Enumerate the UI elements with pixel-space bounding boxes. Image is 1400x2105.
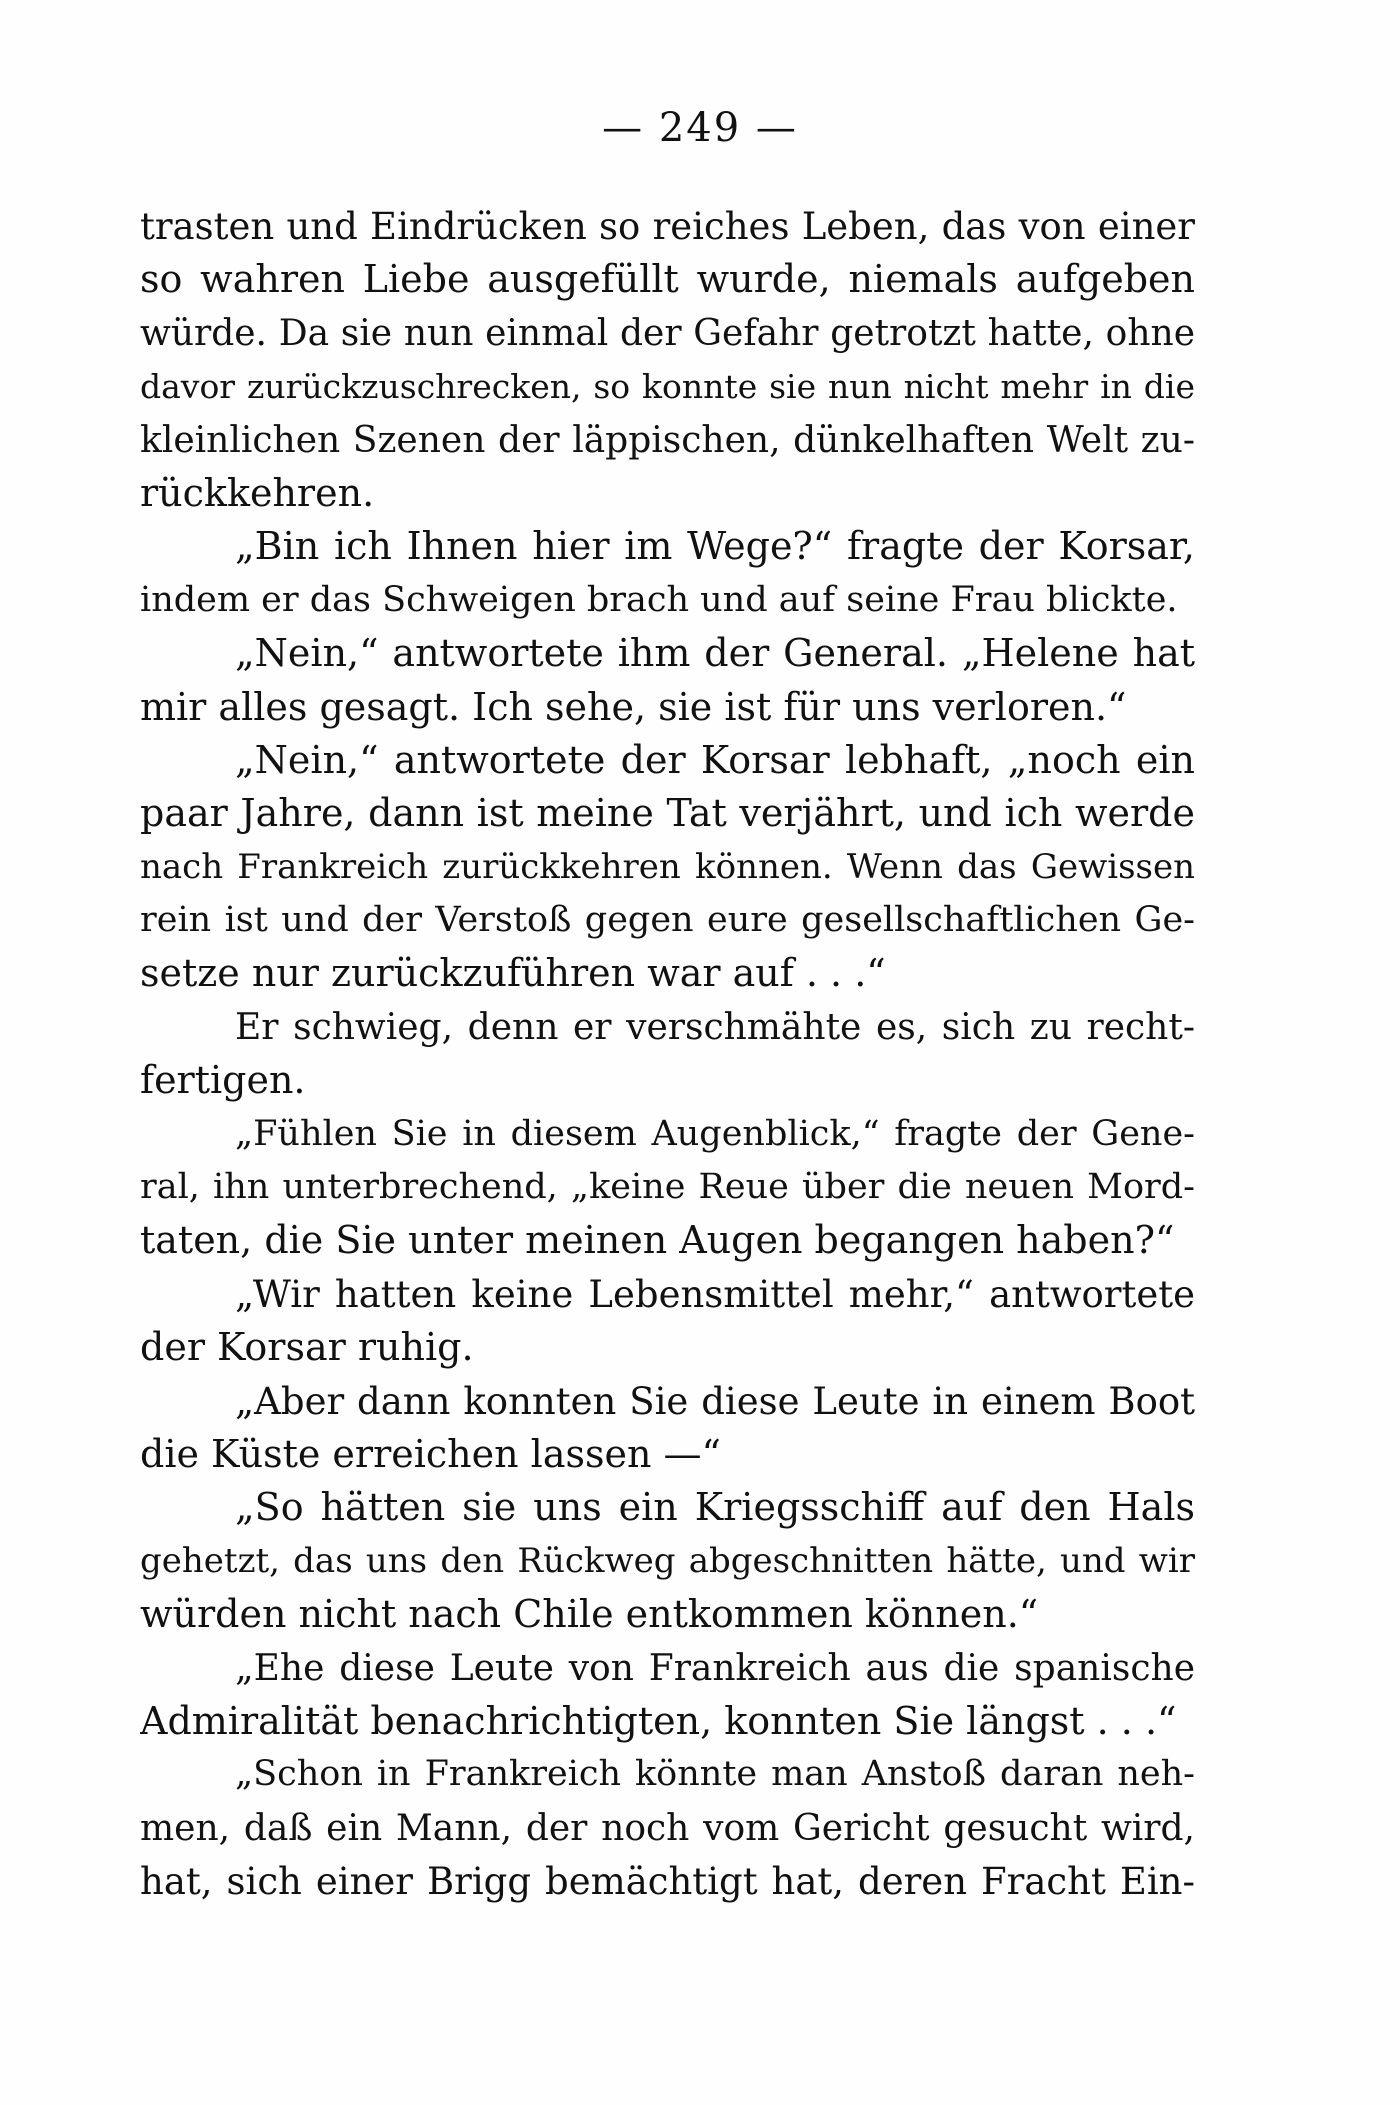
text-line: der Korsar ruhig. — [140, 1325, 474, 1370]
text-line: indem er das Schweigen brach und auf seine Frau blickte. — [140, 579, 1178, 620]
text-line: mir alles gesagt. Ich sehe, sie ist für uns verloren.“ — [140, 684, 1127, 729]
text-line: „Schon in Frankreich könnte man Anstoß daran neh- — [235, 1754, 1195, 1795]
text-line: kleinlichen Szenen der läppischen, dünkelhaften Welt zu- — [140, 419, 1195, 461]
text-line: Er schwieg, denn er verschmähte es, sich zu recht- — [235, 1006, 1195, 1048]
text-line: hat, sich einer Brigg bemächtigt hat, deren Fracht Ein- — [140, 1860, 1195, 1904]
text-line: paar Jahre, dann ist meine Tat verjährt, und ich werde — [140, 791, 1195, 836]
text-line: die Küste erreichen lassen —“ — [140, 1431, 721, 1476]
text-line: ral, ihn unterbrechend, „keine Reue über die neuen Mord- — [140, 1167, 1195, 1208]
page-number: — 249 — — [602, 105, 798, 151]
text-line: „So hätten sie uns ein Kriegsschiff auf den Hals — [235, 1485, 1195, 1530]
text-line: men, daß ein Mann, der noch vom Gericht gesucht wird, — [140, 1807, 1195, 1849]
text-line: rückkehren. — [140, 470, 375, 515]
text-line: „Aber dann konnten Sie diese Leute in einem Boot — [235, 1379, 1195, 1423]
text-line: rein ist und der Verstoß gegen eure gesellschaftlichen Ge- — [140, 900, 1195, 941]
text-line: gehetzt, das uns den Rückweg abgeschnitten hätte, und wir — [140, 1540, 1195, 1581]
text-line: so wahren Liebe ausgefüllt wurde, niemals aufgeben — [140, 257, 1195, 302]
text-line: „Wir hatten keine Lebensmittel mehr,“ antwortete — [235, 1272, 1195, 1316]
text-line: würde. Da sie nun einmal der Gefahr getrotzt hatte, ohne — [140, 312, 1195, 354]
text-line: nach Frankreich zurückkehren können. Wenn das Gewissen — [140, 846, 1195, 887]
text-line: davor zurückzuschrecken, so konnte sie nun nicht mehr in die — [140, 367, 1195, 407]
text-line: taten, die Sie unter meinen Augen begangen haben?“ — [140, 1218, 1175, 1263]
text-line: würden nicht nach Chile entkommen können.“ — [140, 1592, 1039, 1637]
text-line: „Nein,“ antwortete ihm der General. „Helene hat — [235, 631, 1195, 676]
text-line: „Nein,“ antwortete der Korsar lebhaft, „noch ein — [235, 737, 1195, 782]
text-line: trasten und Eindrücken so reiches Leben, das von einer — [140, 205, 1195, 248]
text-line: „Bin ich Ihnen hier im Wege?“ fragte der Korsar, — [235, 524, 1195, 569]
text-line: „Fühlen Sie in diesem Augenblick,“ fragte der Gene- — [235, 1113, 1195, 1154]
text-line: fertigen. — [140, 1058, 306, 1103]
body-text — [140, 200, 1195, 1909]
text-line: setze nur zurückzuführen war auf . . .“ — [140, 951, 886, 996]
text-line: Admiralität benachrichtigten, konnten Sie längst . . .“ — [140, 1698, 1177, 1743]
text-line: „Ehe diese Leute von Frankreich aus die spanische — [235, 1647, 1195, 1689]
